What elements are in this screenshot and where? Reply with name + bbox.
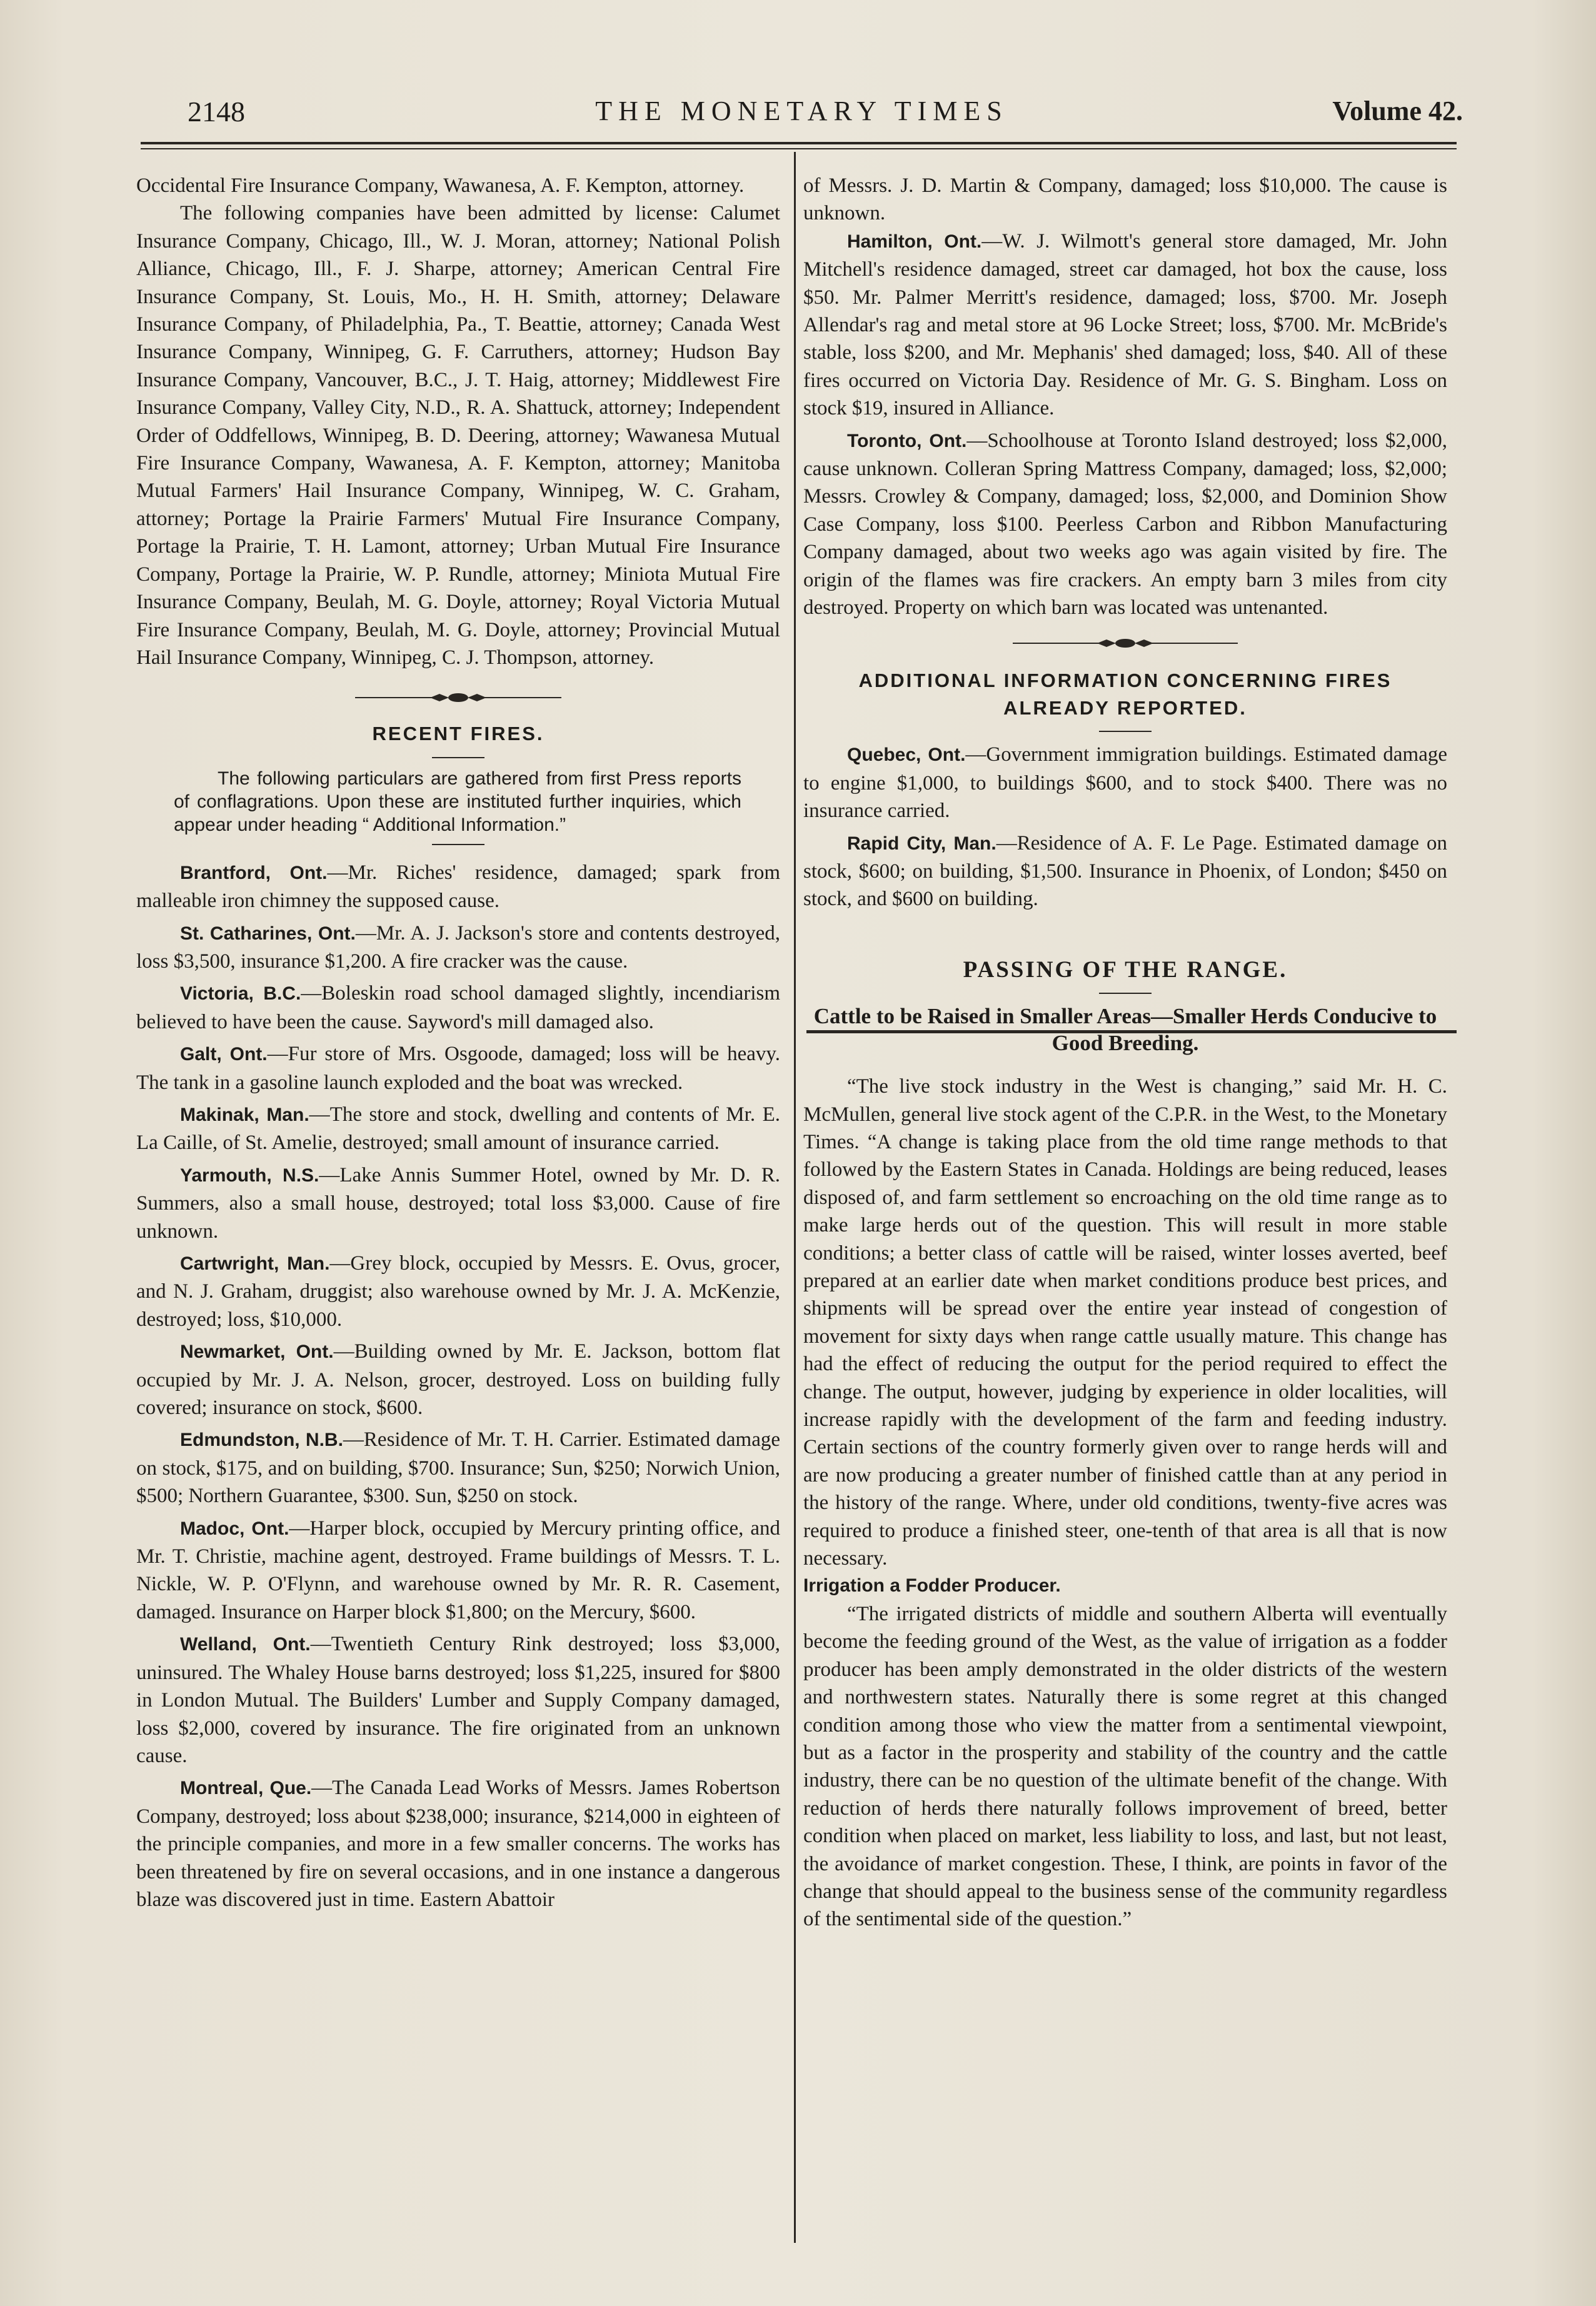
fire-entry-place: Galt, Ont.: [180, 1044, 268, 1065]
fire-entry-text: —Twentieth Century Rink destroyed; loss $3,000, uninsured. The Whaley House barns destroyed; loss $1,225, insured for $800 in London Mutual. The Builders' Lumber and Supply Company damaged, loss $2,000, covered by insurance. The fire originated from an unknown cause.: [136, 1633, 780, 1767]
fire-entry: [803, 427, 1447, 622]
fire-entry-place: Toronto, Ont.: [847, 430, 967, 451]
fire-entry-text: —Residence of A. F. Le Page. Estimated damage on stock, $600; on building, $1,500. Insurance in Phoenix, of London; $450 on stock, and $600 on building.: [803, 831, 1447, 911]
fire-entry-place: Quebec, Ont.: [847, 744, 966, 766]
section-ornament: [803, 631, 1447, 656]
fire-entry: [136, 1630, 780, 1770]
header-rule-top: [141, 142, 1457, 144]
fire-entry-place: St. Catharines, Ont.: [180, 923, 356, 944]
fire-entry: [136, 1040, 780, 1096]
fire-entry: [136, 1250, 780, 1333]
fire-entry-place: Makinak, Man.: [180, 1104, 309, 1125]
fire-entry-place: Newmarket, Ont.: [180, 1341, 334, 1363]
fire-entry: [136, 859, 780, 915]
fire-entry: [803, 228, 1447, 423]
right-column: [803, 172, 1447, 1933]
fire-entry-text: —W. J. Wilmott's general store damaged, Mr. John Mitchell's residence damaged, street car damaged, hot box the cause, loss $50. Mr. Palmer Merritt's residence, damaged; loss, $700. Mr. Joseph Allendar's rag and metal store at 96 Locke Street; loss, $700. Mr. McBride's stable, loss $200, and Mr. Mephanis' shed damaged; loss, $40. All of these fires occurred on Victoria Day. Residence of Mr. G. S. Bingham. Loss on stock $19, insured in Alliance.: [803, 229, 1448, 420]
column-divider: [794, 152, 796, 2243]
fire-entry-text: —Harper block, occupied by Mercury printing office, and Mr. T. Christie, machine agent, destroyed. Frame buildings of Messrs. T. L. Nickle, W. P. O'Flynn, and warehouse owned by Mr. R. R. Casement, damaged. Insurance on Harper block $1,800; on the Mercury, $600.: [136, 1516, 780, 1623]
fire-entry-place: Montreal, Que.: [180, 1778, 312, 1799]
heading-rule: [432, 757, 484, 758]
fire-entry-place: Yarmouth, N.S.: [180, 1165, 319, 1186]
ornament-rule-icon: [355, 690, 561, 705]
additional-info-heading: ADDITIONAL INFORMATION CONCERNING FIRES: [858, 669, 1392, 691]
fire-entry-place: Edmundston, N.B.: [180, 1430, 343, 1451]
header-rule-bottom: [141, 148, 1457, 149]
fire-entry: [136, 1338, 780, 1421]
fire-entry-text: —Mr. Riches' residence, damaged; spark from malleable iron chimney the supposed cause.: [136, 861, 781, 913]
fire-entry-place: Brantford, Ont.: [180, 862, 328, 883]
fire-entry-text: —Schoolhouse at Toronto Island destroyed; loss $2,000, cause unknown. Colleran Spring Mattress Company, damaged; loss, $2,000; Messrs. Crowley & Company, damaged; loss, $2,000, and Dominion Show Case Company, loss $100. Peerless Carbon and Ribbon Manufacturing Company damaged, about two weeks ago was again visited by fire. The origin of the flames was fire crackers. An empty barn 3 miles from city destroyed. Property on which barn was located was untenanted.: [803, 429, 1447, 619]
article-spacer: [803, 918, 1447, 956]
fire-entry: [136, 1101, 780, 1157]
journal-title: THE MONETARY TIMES: [595, 96, 1008, 126]
article-paragraph: “The live stock industry in the West is changing,” said Mr. H. C. McMullen, general live stock agent of the C.P.R. in the West, to the Monetary Times. “A change is taking place from the old time range methods to that followed by the Eastern States in Canada. Holdings are being reduced, leases disposed of, and farm settlement so encroaching on the old time range as to make large herds out of the question. This will result in more stable conditions; a better class of cattle will be raised, winter losses averted, beef prepared at an earlier date when market conditions produce best prices, and shipments will be spread over the entire year instead of congestion of movement for sixty days when range cattle usually mature. This change has had the effect of reducing the output for the period required to effect the change. The output, however, judging by experience in older localities, will increase rapidly with the development of the farm and feeding industry. Certain sections of the country formerly given over to range herds will and are now producing a greater number of finished cattle than at any period in the history of the range. Where, under old conditions, twenty-five acres was required to produce a finished steer, one-tenth of that area is all that is now necessary.: [803, 1075, 1447, 1570]
fire-entry-text: —Mr. A. J. Jackson's store and contents destroyed, loss $3,500, insurance $1,200. A fire cracker was the cause.: [136, 921, 780, 973]
fire-entry: [136, 1161, 780, 1245]
heading-rule: [432, 844, 484, 845]
fire-entry: [136, 980, 780, 1036]
fire-entry-text: —Boleskin road school damaged slightly, incendiarism believed to have been the cause. Sayword's mill damaged also.: [136, 982, 780, 1033]
page-header: [141, 94, 1463, 131]
fire-entry-text: —Lake Annis Summer Hotel, owned by Mr. D. R. Summers, also a small house, destroyed; total loss $3,000. Cause of fire unknown.: [136, 1163, 780, 1243]
fire-entries-list: [136, 859, 780, 1914]
article-paragraph: “The irrigated districts of middle and southern Alberta will eventually become the feeding ground of the West, as the value of irrigation as a fodder producer has been amply demonstrated in the older districts of the western and northwestern states. Naturally there is some regret at this changed condition among those who view the matter from a sentimental viewpoint, but as a factor in the prosperity and stability of the country and the cattle industry, there can be no question of the ultimate benefit of the change. With reduction of herds there naturally follows improvement of breed, better condition when placed on market, less liability to loss, and last, but not least, the avoidance of market congestion. These, I think, are points in favor of the change that should appeal to the business sense of the community regardless of the sentimental side of the question.”: [803, 1602, 1447, 1931]
heading-rule: [1099, 731, 1152, 732]
fire-entry-text: —Grey block, occupied by Messrs. E. Ovus, grocer, and N. J. Graham, druggist; also warehouse owned by Mr. J. A. McKenzie, destroyed; loss, $10,000.: [136, 1252, 780, 1331]
ornament-rule-icon: [1013, 636, 1238, 651]
fire-entry: [136, 1515, 780, 1627]
fire-entry-place: Hamilton, Ont.: [847, 231, 982, 252]
recent-fires-heading: RECENT FIRES.: [372, 723, 545, 745]
left-column: [136, 172, 780, 1918]
fire-entry: [136, 920, 780, 976]
additional-info-entry: [803, 741, 1447, 825]
heading-rule: [1099, 993, 1152, 994]
recent-fires-intro: [174, 767, 741, 836]
license-continued-paragraph: Occidental Fire Insurance Company, Wawanesa, A. F. Kempton, attorney.: [136, 174, 745, 197]
section-ornament: [136, 685, 780, 710]
fire-entry-text: —The Canada Lead Works of Messrs. James Robertson Company, destroyed; loss about $238,000; insurance, $214,000 in eighteen of the principle companies, and more in a few smaller concerns. The works has been threatened by fire on several occasions, and in one instance a dangerous blaze was discovered just in time. Eastern Abattoir: [136, 1777, 781, 1911]
fire-entry: [136, 1774, 780, 1913]
fire-entry-place: Rapid City, Man.: [847, 833, 996, 854]
fire-entry-continued: of Messrs. J. D. Martin & Company, damaged; loss $10,000. The cause is unknown.: [803, 174, 1447, 225]
fire-entry-place: Cartwright, Man.: [180, 1253, 330, 1274]
fire-entry-text: —Fur store of Mrs. Osgoode, damaged; loss will be heavy. The tank in a gasoline launch exploded and the boat was wrecked.: [136, 1043, 780, 1094]
volume-label: Volume 42.: [1332, 96, 1463, 126]
fire-entry-text: —Government immigration buildings. Estimated damage to engine $1,000, to buildings $600, and to stock $400. There was no insurance carried.: [803, 743, 1447, 823]
fire-entry: [136, 1426, 780, 1510]
fire-entry-place: Madoc, Ont.: [180, 1518, 289, 1539]
recent-fires-intro-text: The following particulars are gathered from first Press reports of conflagrations. Upon these are instituted further inquiries, which appear under heading “ Additional Information.”: [174, 768, 741, 835]
article-subtitle: Cattle to be Raised in Smaller Areas—Smaller Herds Conducive to Good Breeding.: [813, 1004, 1437, 1056]
fire-entry-text: —Residence of Mr. T. H. Carrier. Estimated damage on stock, $175, and on building, $700. Insurance; Sun, $250; Norwich Union, $500; Northern Guarantee, $300. Sun, $250 on stock.: [136, 1428, 780, 1508]
fire-entry-place: Victoria, B.C.: [180, 983, 301, 1005]
fire-entry-place: Welland, Ont.: [180, 1634, 311, 1655]
license-admissions-paragraph: The following companies have been admitted by license: Calumet Insurance Company, Chicago, Ill., W. J. Moran, attorney; National Polish Alliance, Chicago, Ill., F. J. Sharpe, attorney; American Central Fire Insurance Company, St. Louis, Mo., H. H. Smith, attorney; Delaware Insurance Company, of Philadelphia, Pa., T. Beattie, attorney; Canada West Insurance Company, Winnipeg, G. F. Carruthers, attorney; Hudson Bay Insurance Company, Vancouver, B.C., J. T. Haig, attorney; Middlewest Fire Insurance Company, Valley City, N.D., R. A. Shattuck, attorney; Independent Order of Oddfellows, Winnipeg, B. D. Deering, attorney; Wawanesa Mutual Fire Insurance Company, Wawanesa, A. F. Kempton, attorney; Manitoba Mutual Farmers' Hail Insurance Company, Winnipeg, W. C. Graham, attorney; Portage la Prairie Farmers' Mutual Fire Insurance Company, Portage la Prairie, T. H. Lamont, attorney; Urban Mutual Fire Insurance Company, Portage la Prairie, W. P. Rundle, attorney; Miniota Mutual Fire Insurance Company, Beulah, M. G. Doyle, attorney; Royal Victoria Mutual Fire Insurance Company, Beulah, M. G. Doyle, attorney; Provincial Mutual Hail Insurance Company, Winnipeg, C. J. Thompson, attorney.: [136, 202, 780, 669]
fire-entry-text: —The store and stock, dwelling and contents of Mr. E. La Caille, of St. Amelie, destroyed; small amount of insurance carried.: [136, 1103, 780, 1155]
article-title: PASSING OF THE RANGE.: [963, 956, 1288, 983]
fire-entry-text: —Building owned by Mr. E. Jackson, bottom flat occupied by Mr. J. A. Nelson, grocer, destroyed. Loss on building fully covered; insurance on stock, $600.: [136, 1340, 781, 1420]
additional-info-heading-line2: ALREADY REPORTED.: [1003, 696, 1247, 719]
additional-info-entry: [803, 830, 1447, 913]
article-subheading: Irrigation a Fodder Producer.: [803, 1575, 1061, 1597]
page-number: 2148: [188, 96, 245, 128]
